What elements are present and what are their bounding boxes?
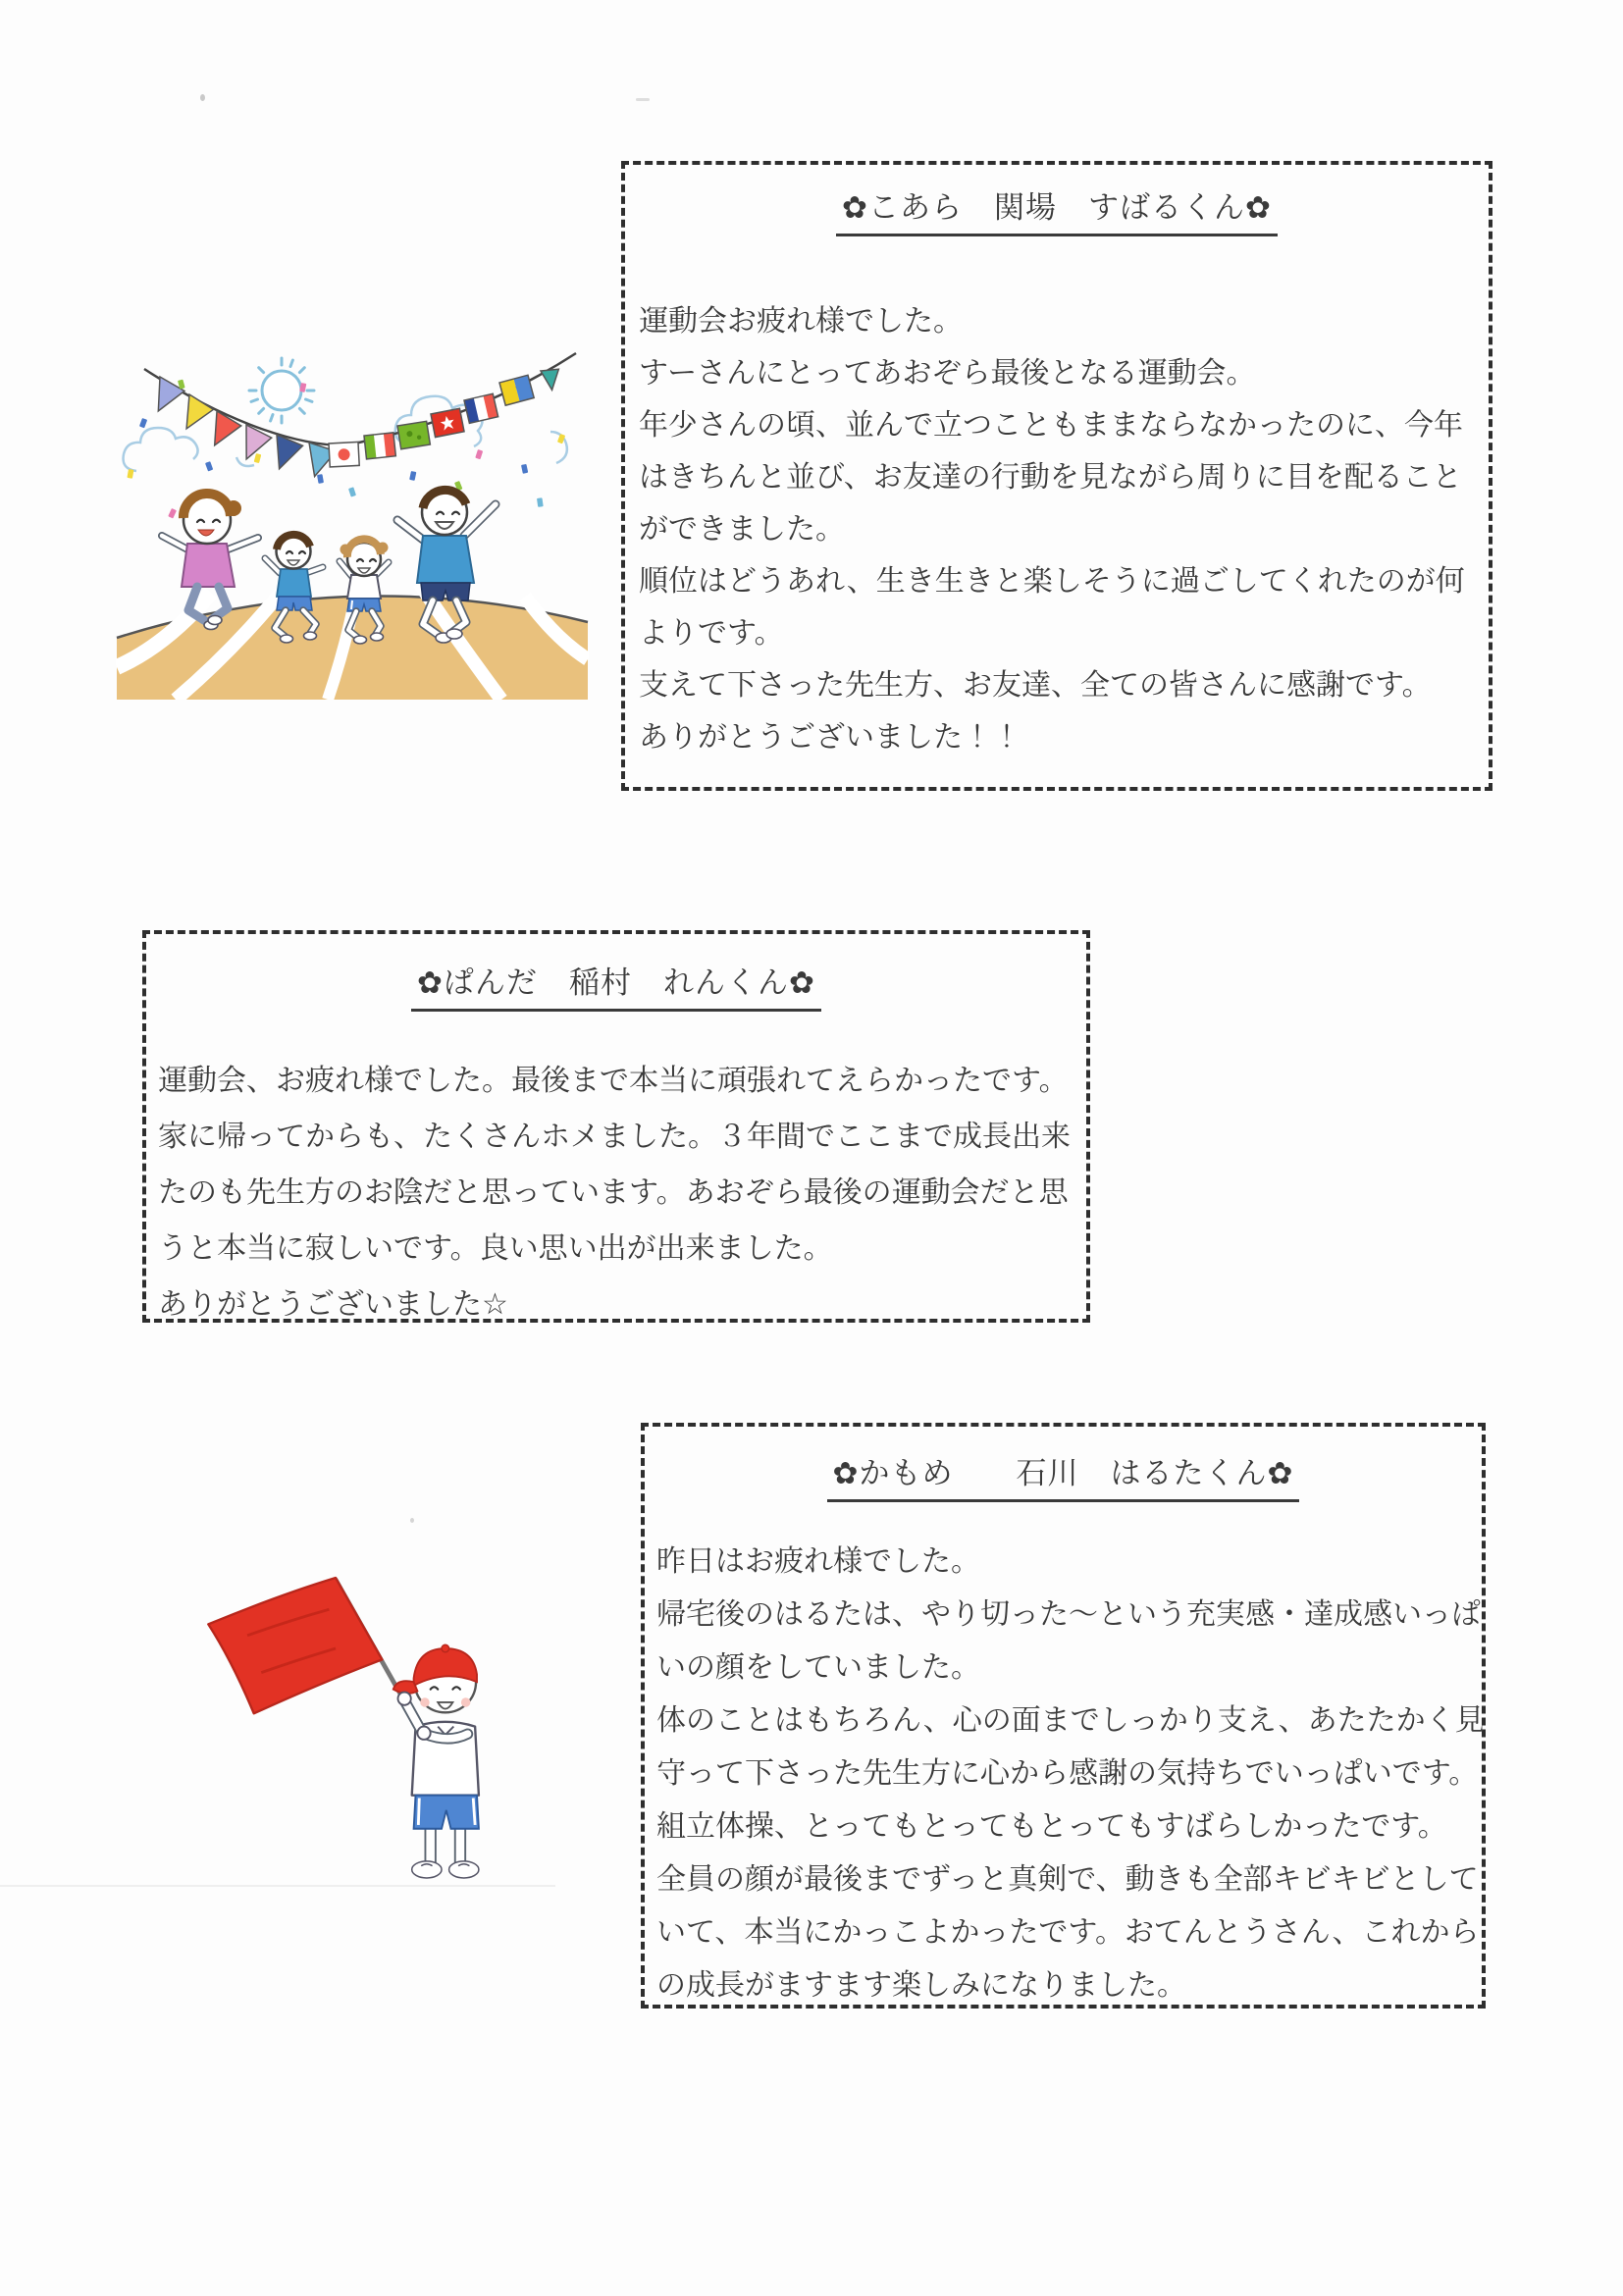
japan-flag-icon [329,442,359,467]
card-text-line: いの顔をしていました。 [656,1650,980,1685]
comment-card-kamome [641,1423,1486,2009]
card-text-line: はきちんと並び、お友達の行動を見ながら周りに目を配ること [639,460,1462,495]
card-text-line: うと本当に寂しいです。良い思い出が出来ました。 [158,1231,833,1266]
card-title-text: ✿ぱんだ 稲村 れんくん✿ [411,958,821,1012]
card-text-line: 昨日はお疲れ様でした。 [656,1544,980,1579]
bunting-flags-icon [144,353,576,478]
card-text-line: よりです。 [639,616,784,651]
card-text-line: 順位はどうあれ、生き生きと楽しそうに過ごしてくれたのが何 [639,564,1465,599]
card-title [645,1448,1482,1502]
card-title [146,958,1086,1012]
scan-artifact [636,98,650,101]
card-text-line: 全員の顔が最後までずっと真剣で、動きも全部キビキビとして [656,1862,1479,1897]
scan-artifact [410,1518,414,1523]
card-text-line: 運動会お疲れ様でした。 [639,304,963,339]
card-body [639,295,1489,763]
card-title-text: ✿こあら 関場 すばるくん✿ [836,183,1278,236]
card-text-line: 支えて下さった先生方、お友達、全ての皆さんに感謝です。 [639,668,1432,703]
boy-waving-red-flag-illustration [196,1542,512,1896]
red-flag-icon [208,1578,382,1713]
card-text-line: 体のことはもちろん、心の面までしっかり支え、あたたかく見 [656,1703,1485,1738]
green-flag-icon [397,421,430,448]
comment-card-panda [142,930,1090,1323]
star-flag-icon [431,408,464,437]
card-text-line: たのも先生方のお陰だと思っています。あおぞら最後の運動会だと思 [158,1175,1069,1210]
sports-day-family-illustration [116,326,589,700]
card-text-line: すーさんにとってあおぞら最後となる運動会。 [639,356,1256,391]
flag-boy-figure [393,1644,479,1878]
card-title-text: ✿かもめ 石川 はるたくん✿ [827,1448,1300,1502]
card-text-line: ありがとうございました！！ [639,720,1021,755]
card-text-line: 年少さんの頃、並んで立つこともままならなかったのに、今年 [639,408,1463,443]
yellow-blue-flag-icon [499,375,534,405]
card-body [656,1536,1485,2012]
italy-flag-icon [364,433,395,459]
card-text-line: 組立体操、とってもとってもとってもすばらしかったです。 [656,1809,1447,1844]
card-text-line: の成長がますます楽しみになりました。 [656,1968,1186,2003]
card-title [625,183,1489,236]
comment-card-koala [621,161,1492,791]
card-text-line: 帰宅後のはるたは、やり切った～という充実感・達成感いっぱ [656,1597,1481,1632]
card-text-line: ができました。 [639,512,845,547]
card-text-line: いて、本当にかっこよかったです。おてんとうさん、これから [656,1915,1480,1950]
france-flag-icon [464,393,498,423]
card-text-line: 運動会、お疲れ様でした。最後まで本当に頑張れてえらかったです。 [158,1064,1069,1098]
scan-artifact [200,94,205,101]
card-text-line: 家に帰ってからも、たくさんホメました。３年間でここまで成長出来 [158,1120,1071,1154]
card-text-line: 守って下さった先生方に心から感謝の気持ちでいっぱいです。 [656,1756,1479,1791]
card-text-line: ありがとうございました☆ [158,1287,508,1322]
card-body [158,1053,1086,1332]
